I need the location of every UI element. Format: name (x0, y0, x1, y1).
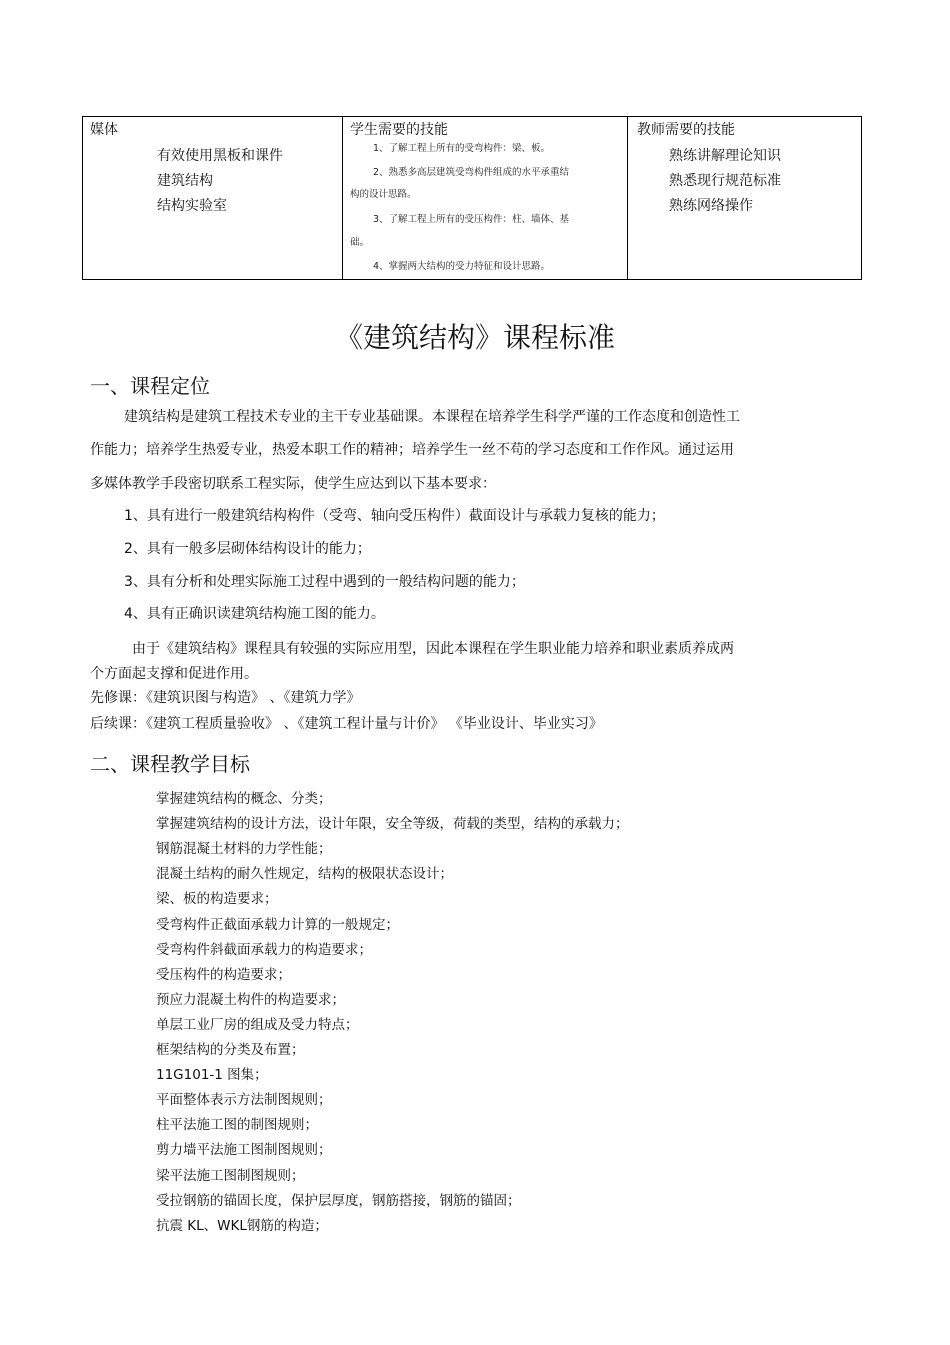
student-skill-line: 构的设计思路。 (350, 189, 417, 200)
goal-item: 掌握建筑结构的概念、分类； (156, 791, 332, 807)
requirement-item: 4、具有正确识读建筑结构施工图的能力。 (124, 606, 385, 622)
section-heading: 一、课程定位 (90, 374, 210, 398)
table-divider (342, 117, 343, 279)
goal-item: 掌握建筑结构的设计方法，设计年限，安全等级，荷载的类型，结构的承载力； (156, 816, 629, 833)
skills-table (82, 116, 862, 280)
teacher-skill-item: 熟练讲解理论知识 (669, 148, 781, 164)
goal-item: 受拉钢筋的锚固长度，保护层厚度，钢筋搭接，钢筋的锚固； (156, 1192, 521, 1209)
body-line: 建筑结构是建筑工程技术专业的主干专业基础课。本课程在培养学生科学严谨的工作态度和创造性工 (124, 409, 740, 425)
prerequisite-courses: 先修课：《建筑识图与构造》 、《建筑力学》 (90, 690, 361, 706)
requirement-item: 2、具有一般多层砌体结构设计的能力； (124, 541, 371, 557)
goal-item: 受弯构件斜截面承载力的构造要求； (156, 941, 372, 958)
body-line: 多媒体教学手段密切联系工程实际，使学生应达到以下基本要求： (90, 476, 496, 492)
student-skill-line: 2、熟悉多高层建筑受弯构件组成的水平承重结 (373, 167, 570, 178)
teacher-skills-header: 教师需要的技能 (637, 122, 735, 138)
requirement-item: 3、具有分析和处理实际施工过程中遇到的一般结构问题的能力； (124, 574, 525, 590)
followup-courses: 后续课：《建筑工程质量验收》 、《建筑工程计量与计价》 《毕业设计、毕业实习》 (90, 716, 603, 732)
body-line: 作能力；培养学生热爱专业，热爱本职工作的精神；培养学生一丝不苟的学习态度和工作作风。通过运用 (90, 442, 734, 458)
table-divider (627, 117, 628, 279)
student-skill-line: 1、了解工程上所有的受弯构件：梁、板。 (373, 143, 551, 154)
page-title: 《建筑结构》课程标准 (334, 321, 615, 354)
section-heading: 二、课程教学目标 (90, 752, 250, 776)
requirement-item: 1、具有进行一般建筑结构构件（受弯、轴向受压构件）截面设计与承载力复核的能力； (124, 508, 665, 524)
media-item: 建筑结构 (157, 173, 213, 189)
goal-item: 预应力混凝土构件的构造要求； (156, 991, 345, 1008)
goal-item: 11G101-1 图集； (156, 1067, 268, 1084)
student-skill-line: 3、了解工程上所有的受压构件：柱、墙体、基 (373, 214, 570, 225)
media-item: 结构实验室 (157, 198, 227, 214)
goal-item: 平面整体表示方法制图规则； (156, 1092, 332, 1109)
goal-item: 混凝土结构的耐久性规定，结构的极限状态设计； (156, 866, 453, 883)
goal-item: 单层工业厂房的组成及受力特点； (156, 1016, 359, 1033)
goal-item: 受压构件的构造要求； (156, 966, 291, 983)
teacher-skill-item: 熟练网络操作 (669, 198, 753, 214)
goal-item: 抗震 KL、WKL钢筋的构造； (156, 1217, 328, 1234)
goal-item: 钢筋混凝土材料的力学性能； (156, 841, 332, 858)
body-line: 个方面起支撑和促进作用。 (90, 666, 258, 682)
student-skill-line: 4、掌握两大结构的受力特征和设计思路。 (373, 261, 551, 272)
goal-item: 受弯构件正截面承载力计算的一般规定； (156, 916, 399, 933)
teacher-skill-item: 熟悉现行规范标准 (669, 173, 781, 189)
goal-item: 剪力墙平法施工图制图规则； (156, 1142, 332, 1159)
student-skills-header: 学生需要的技能 (350, 122, 448, 138)
goal-item: 框架结构的分类及布置； (156, 1042, 305, 1058)
goal-item: 柱平法施工图的制图规则； (156, 1117, 318, 1134)
media-item: 有效使用黑板和课件 (157, 148, 283, 164)
media-header: 媒体 (90, 122, 118, 138)
body-line: 由于《建筑结构》课程具有较强的实际应用型，因此本课程在学生职业能力培养和职业素质养成两 (132, 641, 734, 657)
goal-item: 梁平法施工图制图规则； (156, 1167, 305, 1184)
goal-item: 梁、板的构造要求； (156, 891, 278, 908)
student-skill-line: 础。 (350, 237, 370, 248)
